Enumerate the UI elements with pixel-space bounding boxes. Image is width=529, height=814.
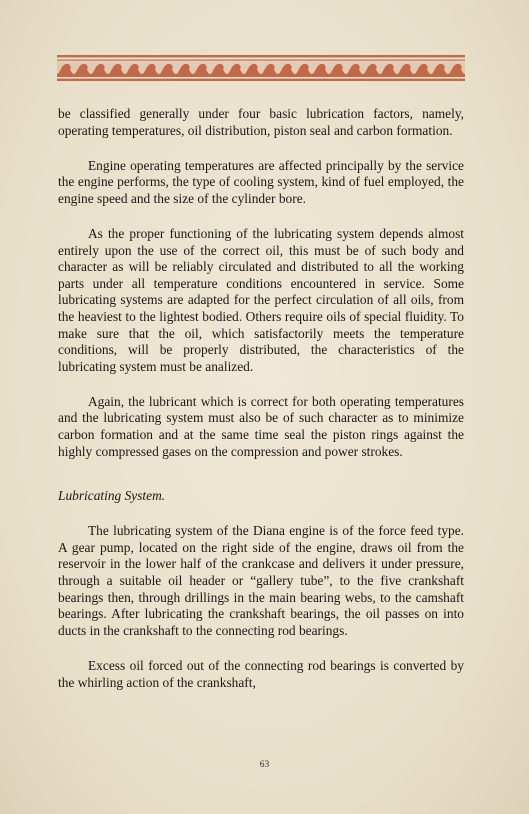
paragraph-lubricating-system: The lubricating system of the Diana engine is of the force feed type. A gear pump, located on the right side of the engine, draws oil from the reservoir in the lower half of the crankcase and delivers it under pressure, through a suitable oil header or “gallery tube”, to the five crankshaft bearings then, through drillings in the main bearing webs, to the camshaft bearings. After lubricating the crankshaft bearings, the oil passes on into ducts in the crankshaft to the connecting rod bearings. — [58, 523, 464, 638]
paragraph-lubrication-factors: be classified generally under four basic lubrication factors, namely, operating temperatures, oil distribution, piston seal and carbon formation. — [58, 106, 464, 138]
section-heading: Lubricating System. — [58, 488, 166, 504]
paragraph-excess-oil: Excess oil forced out of the connecting rod bearings is converted by the whirling action of the crankshaft, — [58, 657, 464, 690]
paragraph-carbon-formation: Again, the lubricant which is correct for both operating temperatures and the lubricating system must also be of such character as to minimize carbon formation and at the same time seal the piston rings against the highly compressed gases on the compression and power strokes. — [58, 393, 464, 459]
body-text — [58, 106, 464, 691]
page-number: 63 — [259, 760, 270, 770]
paragraph-operating-temperatures: Engine operating temperatures are affected principally by the service the engine performs, the type of cooling system, kind of fuel employed, the engine speed and the size of the cylinder bore. — [58, 157, 464, 206]
paragraph-proper-functioning: As the proper functioning of the lubricating system depends almost entirely upon the use of the correct oil, this must be of such body and character as will be reliably circulated and distributed to all the working parts under all temperature conditions encountered in service. Some lubricating systems are adapted for the perfect circulation of all oils, from the heaviest to the lightest bodied. Others require oils of special fluidity. To make sure that the oil, which satisfactorily meets the temperature conditions, will be properly distributed, the characteristics of the lubricating system must be analized. — [58, 225, 464, 374]
decorative-wave-border — [57, 55, 465, 81]
